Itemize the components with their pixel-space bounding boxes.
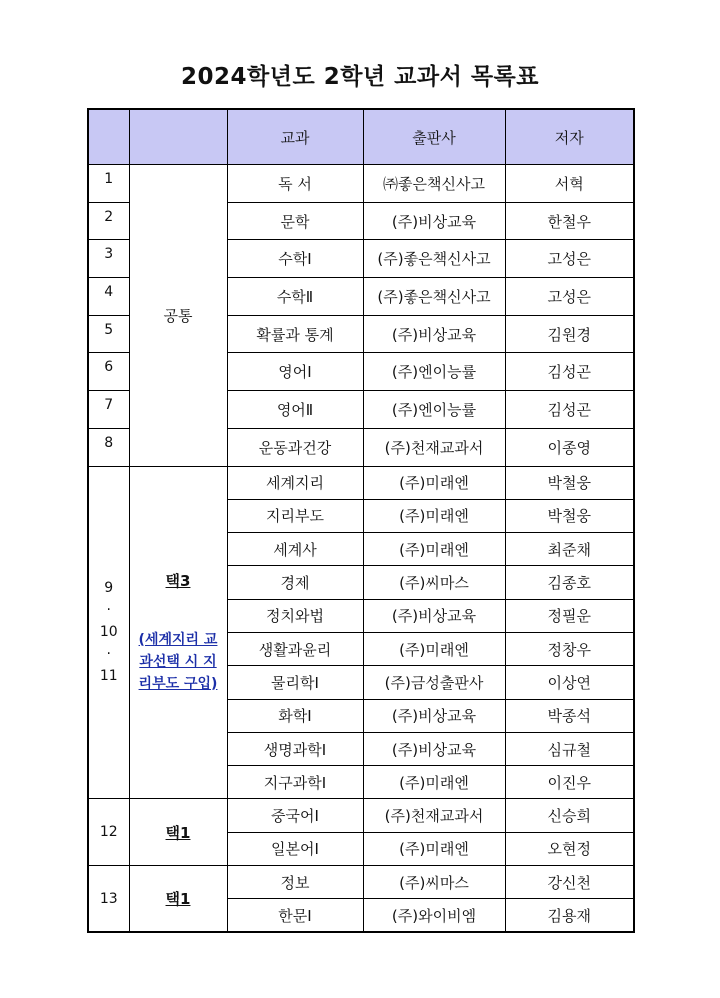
header-group	[129, 109, 227, 165]
row-number	[88, 278, 129, 316]
group-number-part: ·	[106, 602, 111, 619]
author-cell: 고성은	[505, 278, 634, 316]
publisher-cell: (주)비상교육	[363, 599, 505, 632]
group-common: 공통	[129, 165, 227, 467]
row-number	[88, 315, 129, 353]
table-row	[88, 466, 634, 499]
author-cell: 서혁	[505, 165, 634, 203]
subject-cell: 문학	[227, 202, 363, 240]
row-number-label: 8	[104, 434, 114, 451]
row-number-label: 2	[104, 208, 114, 225]
textbook-table	[87, 108, 633, 933]
publisher-cell: (주)비상교육	[363, 202, 505, 240]
subject-cell: 영어Ⅰ	[227, 353, 363, 391]
subject-cell: 독 서	[227, 165, 363, 203]
header-author: 저자	[505, 109, 634, 165]
subject-cell: 지구과학Ⅰ	[227, 766, 363, 799]
group-number-sel1a: 12	[88, 799, 129, 866]
subject-cell: 정보	[227, 866, 363, 899]
subject-cell: 경제	[227, 566, 363, 599]
row-number-label: 5	[104, 321, 114, 338]
author-cell: 이진우	[505, 766, 634, 799]
subject-cell: 생활과윤리	[227, 632, 363, 665]
row-number	[88, 240, 129, 278]
author-cell: 박종석	[505, 699, 634, 732]
row-number	[88, 165, 129, 203]
group-sel1b: 택1	[129, 866, 227, 933]
page-title: 2024학년도 2학년 교과서 목록표	[181, 64, 539, 90]
row-number-label: 4	[104, 284, 114, 301]
row-number	[88, 391, 129, 429]
author-cell: 김성곤	[505, 391, 634, 429]
publisher-cell: ㈜좋은책신사고	[363, 165, 505, 203]
subject-cell: 한문Ⅰ	[227, 899, 363, 932]
subject-cell: 생명과학Ⅰ	[227, 732, 363, 765]
author-cell: 최준채	[505, 533, 634, 566]
header-no	[88, 109, 129, 165]
author-cell: 한철우	[505, 202, 634, 240]
row-number-label: 1	[104, 171, 114, 187]
author-cell: 김성곤	[505, 353, 634, 391]
publisher-cell: (주)엔이능률	[363, 391, 505, 429]
row-number-label: 3	[104, 246, 114, 263]
author-cell: 김원경	[505, 315, 634, 353]
publisher-cell: (주)미래엔	[363, 766, 505, 799]
group-number-9-11	[88, 466, 129, 799]
subject-cell: 수학Ⅱ	[227, 278, 363, 316]
author-cell: 박철웅	[505, 466, 634, 499]
subject-cell: 중국어Ⅰ	[227, 799, 363, 832]
author-cell: 정창우	[505, 632, 634, 665]
group-number-part: 10	[99, 624, 118, 641]
author-cell: 이종영	[505, 428, 634, 466]
publisher-cell: (주)비상교육	[363, 699, 505, 732]
table-row	[88, 799, 634, 832]
author-cell: 고성은	[505, 240, 634, 278]
row-number-label: 7	[104, 397, 114, 414]
row-number-label: 6	[104, 359, 114, 376]
author-cell: 강신천	[505, 866, 634, 899]
group-number-part: 11	[99, 668, 118, 685]
publisher-cell: (주)와이비엠	[363, 899, 505, 932]
group-sel1a: 택1	[129, 799, 227, 866]
author-cell: 박철웅	[505, 499, 634, 532]
subject-cell: 세계사	[227, 533, 363, 566]
publisher-cell: (주)씨마스	[363, 866, 505, 899]
author-cell: 심규철	[505, 732, 634, 765]
subject-cell: 화학Ⅰ	[227, 699, 363, 732]
subject-cell: 수학Ⅰ	[227, 240, 363, 278]
header-row	[88, 109, 634, 165]
publisher-cell: (주)비상교육	[363, 315, 505, 353]
subject-cell: 운동과건강	[227, 428, 363, 466]
subject-cell: 정치와법	[227, 599, 363, 632]
author-cell: 오현정	[505, 832, 634, 865]
group-sel3-label: 택3	[165, 571, 191, 590]
publisher-cell: (주)금성출판사	[363, 666, 505, 699]
author-cell: 김용재	[505, 899, 634, 932]
group-number-sel1b: 13	[88, 866, 129, 933]
row-number	[88, 202, 129, 240]
author-cell: 정필운	[505, 599, 634, 632]
publisher-cell: (주)미래엔	[363, 466, 505, 499]
group-sel3-note: (세계지리 교과선택 시 지리부도 구입)	[138, 631, 218, 692]
publisher-cell: (주)천재교과서	[363, 799, 505, 832]
author-cell: 이상연	[505, 666, 634, 699]
subject-cell: 세계지리	[227, 466, 363, 499]
publisher-cell: (주)좋은책신사고	[363, 240, 505, 278]
subject-cell: 지리부도	[227, 499, 363, 532]
header-subject: 교과	[227, 109, 363, 165]
author-cell: 김종호	[505, 566, 634, 599]
header-publisher: 출판사	[363, 109, 505, 165]
subject-cell: 물리학Ⅰ	[227, 666, 363, 699]
publisher-cell: (주)씨마스	[363, 566, 505, 599]
publisher-cell: (주)비상교육	[363, 732, 505, 765]
row-number	[88, 353, 129, 391]
subject-cell: 일본어Ⅰ	[227, 832, 363, 865]
publisher-cell: (주)좋은책신사고	[363, 278, 505, 316]
author-cell: 신승희	[505, 799, 634, 832]
publisher-cell: (주)엔이능률	[363, 353, 505, 391]
group-number-part: ·	[106, 646, 111, 663]
table-row	[88, 165, 634, 203]
group-number-part: 9	[104, 580, 114, 597]
publisher-cell: (주)미래엔	[363, 632, 505, 665]
publisher-cell: (주)미래엔	[363, 533, 505, 566]
table-row	[88, 866, 634, 899]
publisher-cell: (주)미래엔	[363, 832, 505, 865]
row-number	[88, 428, 129, 466]
subject-cell: 확률과 통계	[227, 315, 363, 353]
subject-cell: 영어Ⅱ	[227, 391, 363, 429]
publisher-cell: (주)미래엔	[363, 499, 505, 532]
group-sel3	[129, 466, 227, 799]
publisher-cell: (주)천재교과서	[363, 428, 505, 466]
